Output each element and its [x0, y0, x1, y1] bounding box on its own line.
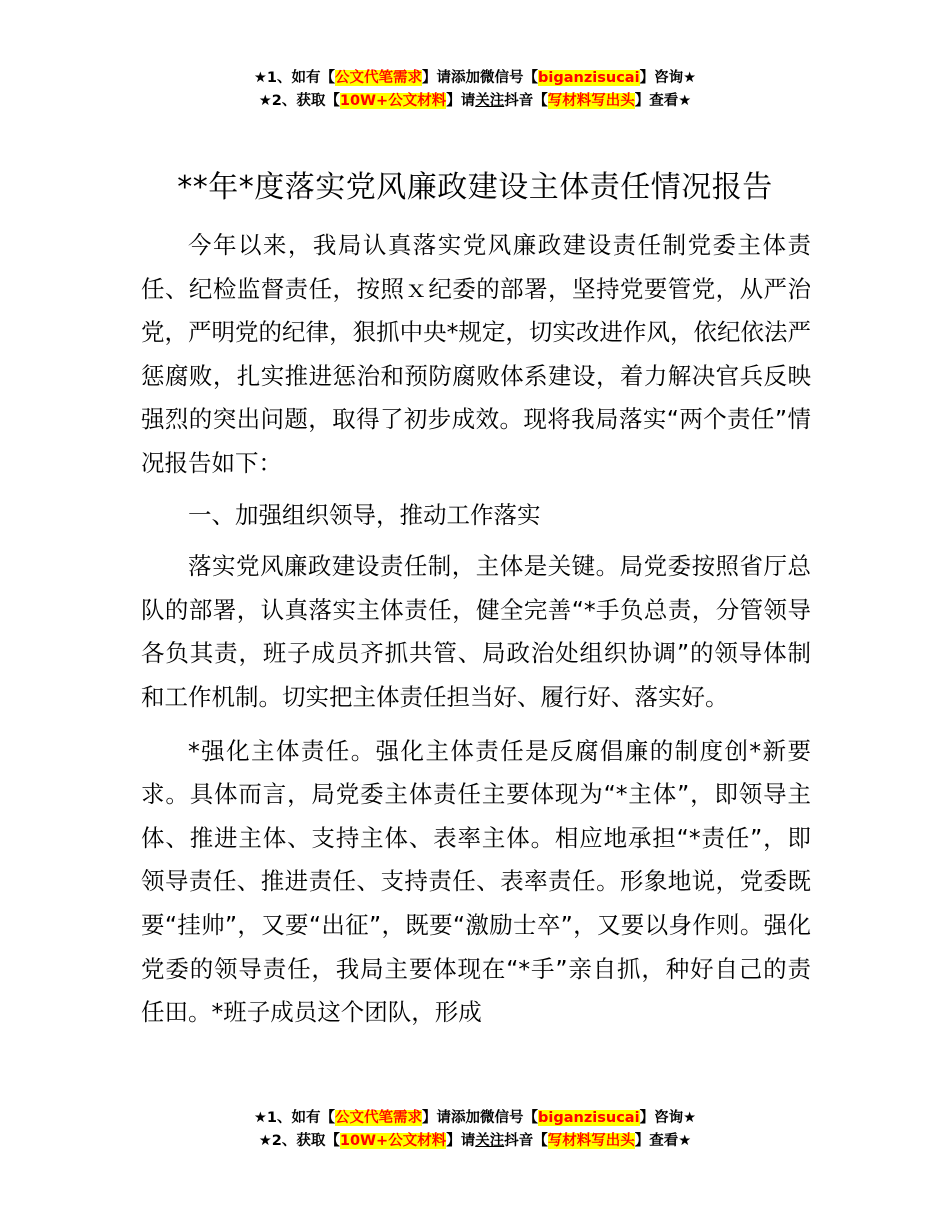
promo-underlined-text: 关注	[475, 93, 505, 109]
promo-line-2	[0, 1130, 950, 1153]
promo-text: 】请添加微信号【	[422, 1110, 539, 1126]
top-promo-banner	[0, 67, 950, 113]
promo-text: 】咨询★	[639, 70, 697, 86]
promo-text: 】查看★	[634, 1133, 692, 1149]
promo-highlight-douyin: 写材料写出头	[547, 1133, 635, 1149]
promo-line-2	[0, 90, 950, 113]
body-paragraph: 落实党风廉政建设责任制，主体是关键。局党委按照省厅总队的部署，认真落实主体责任，健全完善“*手负总责，分管领导各负其责，班子成员齐抓共管、局政治处组织协调”的领导体制和工作机制。切实把主体责任担当好、履行好、落实好。	[141, 552, 811, 711]
promo-text: 抖音【	[504, 1133, 548, 1149]
promo-highlight-douyin: 写材料写出头	[547, 93, 635, 109]
body-paragraph: 今年以来，我局认真落实党风廉政建设责任制党委主体责任、纪检监督责任，按照ｘ纪委的部署，坚持党要管党，从严治党，严明党的纪律，狠抓中央*规定，切实改进作风，依纪依法严惩腐败，扎实推进惩治和预防腐败体系建设，着力解决官兵反映强烈的突出问题，取得了初步成效。现将我局落实“两个责任”情况报告如下：	[141, 231, 811, 477]
promo-line-1	[0, 1107, 950, 1130]
promo-text: 抖音【	[504, 93, 548, 109]
body-paragraph: *强化主体责任。强化主体责任是反腐倡廉的制度创*新要求。具体而言，局党委主体责任主要体现为“*主体”，即领导主体、推进主体、支持主体、表率主体。相应地承担“*责任”，即领导责任、推进责任、支持责任、表率责任。形象地说，党委既要“挂帅”，又要“出征”，既要“激励士卒”，又要以身作则。强化党委的领导责任，我局主要体现在“*手”亲自抓，种好自己的责任田。*班子成员这个团队，形成	[141, 736, 811, 1027]
promo-highlight: 公文代笔需求	[335, 70, 423, 86]
promo-text: ★1、如有【	[253, 1110, 336, 1126]
promo-highlight-wechat-id: biganzisucai	[538, 1110, 640, 1126]
document-title: **年*度落实党风廉政建设主体责任情况报告	[177, 170, 773, 205]
promo-text: 】请	[446, 93, 476, 109]
promo-text: ★1、如有【	[253, 70, 336, 86]
document-body	[141, 224, 811, 1035]
promo-text: 】咨询★	[639, 1110, 697, 1126]
promo-text: 】请添加微信号【	[422, 70, 539, 86]
promo-highlight-wechat-id: biganzisucai	[538, 70, 640, 86]
promo-text: ★2、获取【	[258, 1133, 340, 1149]
promo-highlight: 10W+公文材料	[339, 1133, 447, 1149]
promo-highlight: 10W+公文材料	[339, 93, 447, 109]
promo-line-1	[0, 67, 950, 90]
section-heading: 一、加强组织领导，推动工作落实	[188, 500, 541, 529]
promo-text: 】查看★	[634, 93, 692, 109]
bottom-promo-banner	[0, 1107, 950, 1153]
promo-highlight: 公文代笔需求	[335, 1110, 423, 1126]
promo-text: ★2、获取【	[258, 93, 340, 109]
promo-underlined-text: 关注	[475, 1133, 505, 1149]
promo-text: 】请	[446, 1133, 476, 1149]
